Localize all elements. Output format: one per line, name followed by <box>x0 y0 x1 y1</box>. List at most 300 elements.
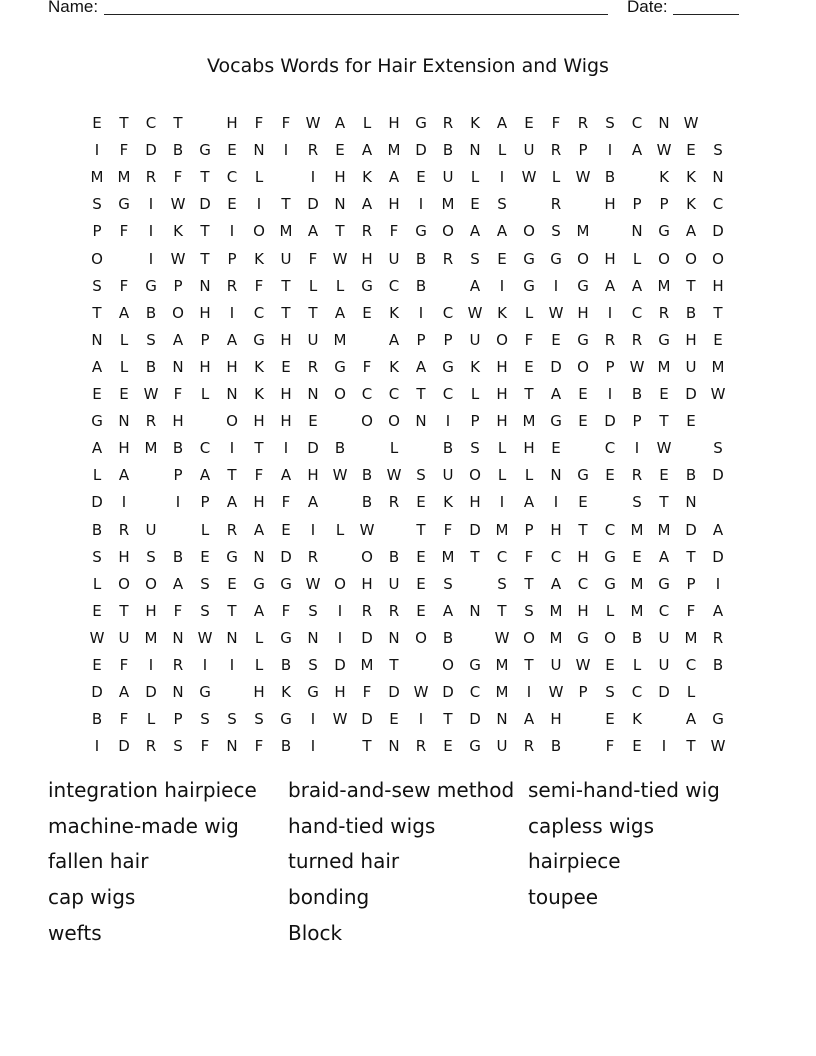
grid-letter: G <box>361 277 373 295</box>
grid-letter: I <box>499 493 505 511</box>
grid-letter: D <box>469 710 481 728</box>
grid-letter: P <box>200 493 210 511</box>
grid-letter: G <box>658 222 670 240</box>
grid-letter: A <box>253 602 265 620</box>
grid-letter: P <box>200 331 210 349</box>
grid-letter: R <box>307 141 319 159</box>
grid-letter: B <box>442 439 454 457</box>
grid-letter: I <box>256 195 262 213</box>
grid-letter: A <box>550 575 562 593</box>
grid-letter: D <box>685 385 697 403</box>
grid-letter: D <box>334 656 346 674</box>
grid-letter: A <box>631 141 643 159</box>
grid-letter: O <box>172 304 184 322</box>
grid-letter: R <box>307 548 319 566</box>
grid-letter: T <box>578 521 588 539</box>
grid-letter: T <box>524 575 534 593</box>
puzzle-title: Vocabs Words for Hair Extension and Wigs <box>207 55 609 77</box>
grid-letter: B <box>415 250 427 268</box>
grid-letter: E <box>92 114 102 132</box>
grid-letter: I <box>229 439 235 457</box>
grid-letter: T <box>200 168 210 186</box>
grid-letter: B <box>388 548 400 566</box>
grid-letter: K <box>362 168 372 186</box>
grid-letter: O <box>361 548 373 566</box>
grid-letter: G <box>658 331 670 349</box>
grid-letter: E <box>92 602 102 620</box>
grid-letter: H <box>118 439 130 457</box>
grid-letter: A <box>334 114 346 132</box>
grid-letter: N <box>172 358 184 376</box>
grid-letter: W <box>710 737 726 755</box>
grid-row <box>0 710 816 737</box>
grid-letter: N <box>172 683 184 701</box>
grid-letter: L <box>605 602 615 620</box>
grid-letter: I <box>310 737 316 755</box>
grid-letter: A <box>442 602 454 620</box>
grid-letter: D <box>280 548 292 566</box>
word-list-item: turned hair <box>288 849 400 873</box>
grid-letter: R <box>307 358 319 376</box>
grid-letter: W <box>683 114 699 132</box>
grid-letter: E <box>443 737 453 755</box>
grid-letter: P <box>524 521 534 539</box>
grid-letter: M <box>441 548 455 566</box>
grid-letter: H <box>577 304 589 322</box>
grid-letter: A <box>523 493 535 511</box>
grid-letter: I <box>283 439 289 457</box>
grid-letter: B <box>172 439 184 457</box>
word-list-item: Block <box>288 921 343 945</box>
grid-letter: M <box>279 222 293 240</box>
grid-letter: T <box>200 250 210 268</box>
grid-letter: S <box>470 250 480 268</box>
grid-letter: I <box>283 141 289 159</box>
grid-letter: U <box>469 331 481 349</box>
grid-letter: W <box>170 195 186 213</box>
grid-letter: B <box>415 277 427 295</box>
grid-letter: T <box>389 656 399 674</box>
grid-row <box>0 222 816 249</box>
grid-letter: T <box>281 304 291 322</box>
grid-letter: L <box>146 710 156 728</box>
grid-letter: H <box>496 412 508 430</box>
grid-letter: O <box>145 575 157 593</box>
grid-letter: A <box>91 358 103 376</box>
grid-letter: G <box>280 710 292 728</box>
grid-letter: C <box>361 385 373 403</box>
grid-letter: A <box>685 710 697 728</box>
grid-letter: O <box>442 656 454 674</box>
grid-letter: I <box>715 575 721 593</box>
grid-letter: A <box>280 466 292 484</box>
grid-letter: C <box>577 575 589 593</box>
grid-letter: F <box>524 548 534 566</box>
grid-letter: L <box>335 277 345 295</box>
grid-letter: M <box>495 656 509 674</box>
grid-letter: W <box>548 304 564 322</box>
grid-letter: A <box>91 439 103 457</box>
grid-letter: U <box>442 168 454 186</box>
grid-letter: D <box>604 412 616 430</box>
grid-letter: N <box>469 141 481 159</box>
grid-letter: R <box>226 277 238 295</box>
grid-letter: D <box>712 548 724 566</box>
grid-letter: A <box>226 331 238 349</box>
grid-letter: H <box>550 710 562 728</box>
grid-letter: I <box>148 195 154 213</box>
grid-letter: H <box>145 602 157 620</box>
word-list-item: wefts <box>48 921 102 945</box>
grid-letter: A <box>172 575 184 593</box>
grid-letter: S <box>146 548 156 566</box>
grid-letter: L <box>92 466 102 484</box>
grid-letter: N <box>496 710 508 728</box>
grid-letter: I <box>634 439 640 457</box>
grid-letter: P <box>173 277 183 295</box>
grid-letter: E <box>227 575 237 593</box>
grid-letter: B <box>334 439 346 457</box>
grid-letter: G <box>577 277 589 295</box>
grid-letter: L <box>497 439 507 457</box>
grid-letter: G <box>145 277 157 295</box>
grid-letter: N <box>199 277 211 295</box>
grid-letter: M <box>630 602 644 620</box>
grid-letter: T <box>524 385 534 403</box>
grid-letter: C <box>388 277 400 295</box>
grid-letter: G <box>523 250 535 268</box>
grid-letter: K <box>659 168 669 186</box>
grid-letter: P <box>686 575 696 593</box>
grid-letter: S <box>308 602 318 620</box>
grid-row <box>0 385 816 412</box>
grid-letter: D <box>658 683 670 701</box>
grid-letter: R <box>361 222 373 240</box>
word-list-item: capless wigs <box>528 814 655 838</box>
grid-letter: I <box>148 222 154 240</box>
grid-letter: G <box>523 277 535 295</box>
grid-letter: I <box>175 493 181 511</box>
grid-letter: W <box>305 575 321 593</box>
grid-letter: S <box>308 656 318 674</box>
grid-letter: E <box>578 412 588 430</box>
grid-letter: F <box>308 250 318 268</box>
grid-letter: T <box>713 304 723 322</box>
grid-letter: H <box>577 602 589 620</box>
grid-letter: K <box>173 222 183 240</box>
grid-letter: S <box>605 114 615 132</box>
grid-letter: L <box>497 141 507 159</box>
grid-letter: A <box>253 521 265 539</box>
grid-letter: F <box>362 683 372 701</box>
grid-row <box>0 141 816 168</box>
grid-letter: F <box>443 521 453 539</box>
grid-letter: S <box>551 222 561 240</box>
grid-letter: K <box>389 358 399 376</box>
grid-letter: T <box>335 222 345 240</box>
grid-letter: W <box>143 385 159 403</box>
grid-letter: H <box>253 683 265 701</box>
grid-letter: I <box>310 521 316 539</box>
grid-row <box>0 575 816 602</box>
grid-letter: U <box>658 629 670 647</box>
grid-letter: E <box>281 358 291 376</box>
grid-letter: W <box>332 466 348 484</box>
grid-letter: D <box>361 629 373 647</box>
grid-letter: L <box>470 385 480 403</box>
grid-letter: B <box>91 521 103 539</box>
grid-letter: H <box>469 493 481 511</box>
grid-letter: M <box>711 358 725 376</box>
grid-letter: W <box>305 114 321 132</box>
grid-letter: K <box>686 195 696 213</box>
grid-letter: C <box>469 683 481 701</box>
grid-letter: G <box>658 575 670 593</box>
grid-letter: B <box>685 304 697 322</box>
grid-letter: E <box>524 114 534 132</box>
date-blank-line <box>673 14 739 15</box>
grid-letter: E <box>92 656 102 674</box>
grid-letter: S <box>443 575 453 593</box>
grid-letter: G <box>226 548 238 566</box>
grid-letter: K <box>686 168 696 186</box>
grid-letter: T <box>227 602 237 620</box>
grid-letter: M <box>657 277 671 295</box>
grid-letter: C <box>496 548 508 566</box>
grid-letter: P <box>227 250 237 268</box>
grid-letter: N <box>226 629 238 647</box>
grid-letter: A <box>712 521 724 539</box>
grid-letter: B <box>280 656 292 674</box>
grid-letter: C <box>604 521 616 539</box>
grid-letter: G <box>118 195 130 213</box>
grid-letter: G <box>253 331 265 349</box>
grid-row <box>0 168 816 195</box>
grid-row <box>0 439 816 466</box>
grid-letter: R <box>226 521 238 539</box>
grid-letter: C <box>388 385 400 403</box>
grid-letter: K <box>254 250 264 268</box>
grid-letter: N <box>388 737 400 755</box>
grid-letter: N <box>415 412 427 430</box>
grid-letter: L <box>335 521 345 539</box>
grid-letter: I <box>418 195 424 213</box>
grid-letter: E <box>713 331 723 349</box>
grid-letter: T <box>686 277 696 295</box>
grid-letter: D <box>712 466 724 484</box>
grid-letter: O <box>334 575 346 593</box>
grid-letter: I <box>229 304 235 322</box>
grid-letter: S <box>524 602 534 620</box>
grid-letter: W <box>656 141 672 159</box>
grid-letter: F <box>119 277 129 295</box>
grid-letter: N <box>469 602 481 620</box>
grid-letter: I <box>310 168 316 186</box>
grid-letter: C <box>226 168 238 186</box>
grid-letter: T <box>119 602 129 620</box>
grid-row <box>0 656 816 683</box>
grid-letter: A <box>496 114 508 132</box>
grid-letter: L <box>362 114 372 132</box>
grid-letter: B <box>685 466 697 484</box>
grid-letter: N <box>253 548 265 566</box>
grid-letter: T <box>281 195 291 213</box>
grid-letter: L <box>119 331 129 349</box>
grid-letter: A <box>118 683 130 701</box>
grid-letter: T <box>443 710 453 728</box>
grid-letter: F <box>254 114 264 132</box>
grid-row <box>0 493 816 520</box>
grid-letter: F <box>173 168 183 186</box>
grid-letter: A <box>658 548 670 566</box>
grid-letter: M <box>495 521 509 539</box>
grid-letter: G <box>550 250 562 268</box>
grid-letter: G <box>415 222 427 240</box>
grid-letter: K <box>443 493 453 511</box>
grid-letter: T <box>686 737 696 755</box>
grid-row <box>0 466 816 493</box>
grid-letter: A <box>712 602 724 620</box>
grid-letter: E <box>659 385 669 403</box>
grid-letter: K <box>470 358 480 376</box>
grid-letter: H <box>199 304 211 322</box>
grid-letter: N <box>631 222 643 240</box>
grid-letter: U <box>658 656 670 674</box>
grid-letter: O <box>226 412 238 430</box>
grid-letter: S <box>200 575 210 593</box>
grid-letter: U <box>307 331 319 349</box>
word-list-item: semi-hand-tied wig <box>528 778 720 802</box>
grid-letter: F <box>281 114 291 132</box>
grid-letter: I <box>607 304 613 322</box>
grid-letter: P <box>173 710 183 728</box>
grid-letter: E <box>578 385 588 403</box>
grid-letter: T <box>92 304 102 322</box>
grid-letter: P <box>443 331 453 349</box>
word-list-item: hairpiece <box>528 849 621 873</box>
grid-letter: H <box>550 521 562 539</box>
word-list-item: bonding <box>288 885 370 909</box>
grid-letter: C <box>253 304 265 322</box>
grid-letter: G <box>577 629 589 647</box>
grid-letter: N <box>712 168 724 186</box>
grid-letter: C <box>658 602 670 620</box>
word-list-item: cap wigs <box>48 885 136 909</box>
grid-letter: E <box>119 385 129 403</box>
grid-letter: C <box>631 114 643 132</box>
grid-letter: R <box>631 331 643 349</box>
grid-letter: R <box>415 737 427 755</box>
grid-letter: I <box>229 656 235 674</box>
grid-letter: D <box>415 141 427 159</box>
grid-letter: T <box>281 277 291 295</box>
grid-letter: G <box>577 466 589 484</box>
grid-letter: R <box>145 168 157 186</box>
grid-letter: R <box>550 141 562 159</box>
grid-letter: C <box>604 439 616 457</box>
grid-letter: A <box>334 304 346 322</box>
grid-letter: G <box>469 737 481 755</box>
grid-letter: L <box>92 575 102 593</box>
grid-letter: I <box>526 683 532 701</box>
grid-letter: H <box>712 277 724 295</box>
grid-letter: O <box>388 412 400 430</box>
grid-letter: L <box>254 168 264 186</box>
grid-letter: L <box>308 277 318 295</box>
grid-letter: E <box>227 195 237 213</box>
name-label: Name: <box>48 0 99 16</box>
grid-row <box>0 521 816 548</box>
grid-letter: C <box>145 114 157 132</box>
grid-letter: W <box>575 656 591 674</box>
grid-letter: S <box>605 683 615 701</box>
grid-letter: I <box>94 737 100 755</box>
grid-letter: N <box>226 737 238 755</box>
grid-letter: I <box>499 168 505 186</box>
grid-letter: H <box>280 385 292 403</box>
grid-letter: S <box>227 710 237 728</box>
grid-letter: M <box>522 412 536 430</box>
grid-letter: T <box>362 737 372 755</box>
grid-letter: D <box>145 141 157 159</box>
grid-letter: T <box>470 548 480 566</box>
grid-letter: A <box>199 466 211 484</box>
grid-letter: A <box>631 277 643 295</box>
word-list-item: braid-and-sew method <box>288 778 515 802</box>
grid-letter: R <box>577 114 589 132</box>
grid-letter: R <box>442 250 454 268</box>
grid-letter: I <box>148 250 154 268</box>
grid-letter: R <box>712 629 724 647</box>
grid-letter: I <box>337 602 343 620</box>
grid-letter: G <box>280 575 292 593</box>
grid-letter: O <box>469 466 481 484</box>
grid-letter: S <box>713 141 723 159</box>
grid-letter: M <box>441 195 455 213</box>
grid-letter: I <box>445 412 451 430</box>
grid-letter: D <box>145 683 157 701</box>
word-list-item: toupee <box>528 885 599 909</box>
grid-letter: S <box>470 439 480 457</box>
grid-letter: P <box>470 412 480 430</box>
grid-letter: F <box>524 331 534 349</box>
grid-letter: S <box>254 710 264 728</box>
grid-letter: S <box>173 737 183 755</box>
grid-letter: N <box>253 141 265 159</box>
grid-letter: C <box>442 385 454 403</box>
grid-letter: O <box>91 250 103 268</box>
grid-letter: T <box>173 114 183 132</box>
grid-letter: E <box>92 385 102 403</box>
grid-letter: P <box>92 222 102 240</box>
grid-letter: H <box>253 412 265 430</box>
grid-letter: M <box>576 222 590 240</box>
grid-letter: E <box>362 304 372 322</box>
grid-letter: E <box>497 250 507 268</box>
grid-letter: G <box>550 412 562 430</box>
grid-letter: E <box>551 439 561 457</box>
grid-letter: O <box>334 385 346 403</box>
grid-letter: F <box>605 737 615 755</box>
date-label: Date: <box>627 0 668 16</box>
grid-letter: D <box>550 358 562 376</box>
grid-letter: E <box>605 466 615 484</box>
grid-letter: T <box>497 602 507 620</box>
word-list-item: fallen hair <box>48 849 149 873</box>
grid-letter: G <box>604 575 616 593</box>
grid-letter: F <box>173 602 183 620</box>
grid-letter: G <box>469 656 481 674</box>
